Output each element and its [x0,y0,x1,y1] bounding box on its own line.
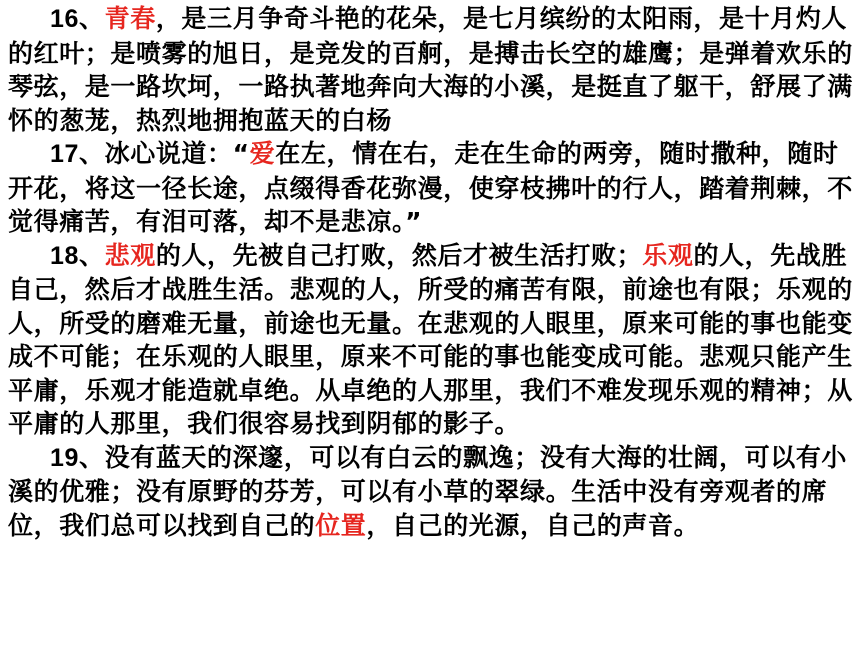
keyword-highlight: 爱 [249,139,276,168]
paragraph-number: 18 [50,241,80,270]
paragraph-number: 19 [50,443,80,472]
paragraph-text: 、没有蓝天的深邃，可以有白云的飘逸；没有大海的壮阔，可以有小溪的优雅；没有原野的芬芳，可以有小草的翠绿。生活中没有旁观者的席位，我们总可以找到自己的 [8,442,848,540]
paragraph-text: 、 [79,240,105,270]
keyword-highlight: 乐观 [642,240,694,270]
paragraph-18 [8,239,856,441]
paragraph-number: 17 [50,140,80,168]
keyword-highlight: 青春 [104,4,156,33]
paragraph-text: 、 [79,4,105,33]
paragraph-text: 在左，情在右，走在生命的两旁，随时撒种，随时开花，将这一径长途，点缀得香花弥漫，使穿枝拂叶的行人，踏着荆棘，不觉得痛苦，有泪可落，却不是悲凉。” [8,139,853,236]
slide-body [8,2,856,542]
paragraph-text: ，是三月争奇斗艳的花朵，是七月缤纷的太阳雨，是十月灼人的红叶；是喷雾的旭日，是竞发的百舸，是搏击长空的雄鹰；是弹着欢乐的琴弦，是一路坎坷，一路执著地奔向大海的小溪，是挺直了躯干，舒展了满怀的葱茏，热烈地拥抱蓝天的白杨 [8,4,853,135]
keyword-highlight: 位置 [315,510,367,540]
paragraph-number: 16 [50,5,80,33]
keyword-highlight: 悲观 [104,240,156,270]
paragraph-text: ，自己的光源，自己的声音。 [366,510,700,540]
paragraph-17 [8,137,856,239]
paragraph-16 [8,2,856,137]
paragraph-19 [8,441,856,543]
paragraph-text: 的人，先被自己打败，然后才被生活打败； [155,240,643,270]
paragraph-text: 的人，先战胜自己，然后才战胜生活。悲观的人，所受的痛苦有限，前途也有限；乐观的人，所受的磨难无量，前途也无量。在悲观的人眼里，原来可能的事也能变成不可能；在乐观的人眼里，原来不可能的事也能变成可能。悲观只能产生平庸，乐观才能造就卓绝。从卓绝的人那里，我们不难发现乐观的精神；从平庸的人那里，我们很容易找到阴郁的影子。 [8,240,853,438]
paragraph-text: 、冰心说道：“ [79,139,250,168]
